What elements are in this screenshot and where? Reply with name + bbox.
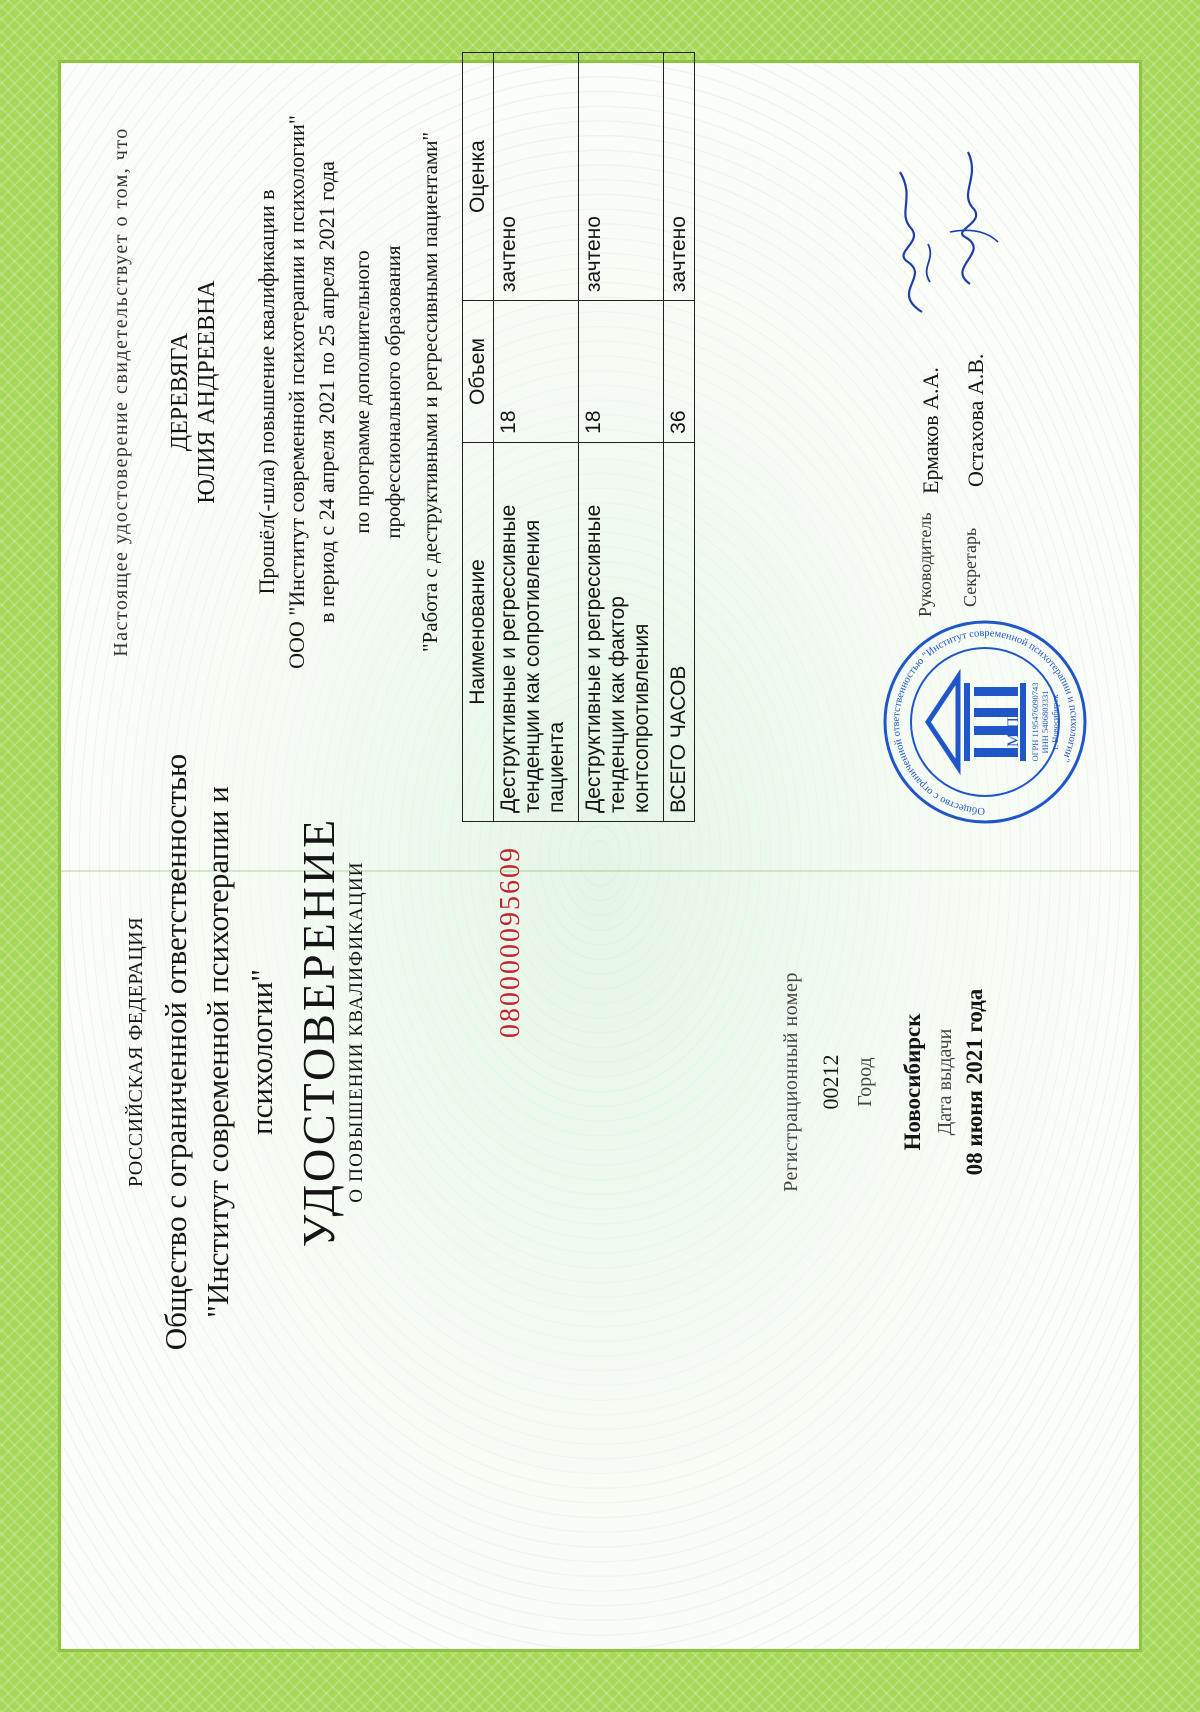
- official-stamp: [880, 617, 1090, 827]
- certificate-subtitle: О ПОВЫШЕНИИ КВАЛИФИКАЦИИ: [346, 861, 367, 1203]
- stamp-ogrn: ОГРН 1195476090743: [1030, 682, 1040, 762]
- grades-table: [462, 52, 695, 822]
- certificate-title: УДОСТОВЕРЕНИЕ: [293, 816, 344, 1248]
- column-header-grade: Оценка: [463, 53, 494, 301]
- city-value: Новосибирск: [900, 1013, 925, 1151]
- signatory-role-secretary: Секретарь: [960, 527, 980, 607]
- issue-date: 08 июня 2021 года: [962, 988, 987, 1176]
- stamp-ring-text: Общество с ограниченной ответственностью "Институт современной психотерапии и психологии": [890, 627, 1080, 817]
- cell-course-name: Деструктивные и регрессивные тенденции как фактор контсопротивления: [579, 442, 664, 821]
- table-row-total: [664, 53, 695, 822]
- paragraph-line: по программе дополнительного: [350, 250, 374, 534]
- organization-line-2: "Институт современной психотерапии и: [200, 786, 235, 1318]
- signatory-name-secretary: Остахова А.В.: [963, 353, 988, 487]
- paragraph-line: профессионального образования: [381, 245, 405, 539]
- cell-volume: 18: [579, 301, 664, 443]
- organization-line-1: Общество с ограниченной ответственностью: [158, 753, 193, 1351]
- city-label: Город: [854, 1057, 876, 1107]
- cell-grade: зачтено: [579, 53, 664, 301]
- table-header-row: [463, 53, 494, 822]
- organization-line-3: психологии": [244, 969, 279, 1135]
- cell-total-volume: 36: [664, 301, 695, 443]
- signature-secretary: [930, 142, 1010, 292]
- cell-grade: зачтено: [494, 53, 579, 301]
- stamp-place-label: М.П.: [1005, 713, 1022, 747]
- table-row: [579, 53, 664, 822]
- signatory-name-head: Ермаков А.А.: [918, 367, 943, 494]
- cell-total-grade: зачтено: [664, 53, 695, 301]
- column-header-name: Наименование: [463, 442, 494, 821]
- column-header-volume: Объем: [463, 301, 494, 443]
- stamp-city: г. Новосибирск: [1050, 694, 1060, 750]
- program-title: "Работа с деструктивными и регрессивными пациентами": [418, 131, 442, 653]
- signatory-role-head: Руководитель: [915, 512, 935, 617]
- intro-text: Настоящее удостоверение свидетельствует о том, что: [110, 127, 132, 657]
- table-row: [494, 53, 579, 822]
- registration-label: Регистрационный номер: [780, 972, 802, 1192]
- stamp-inn: ИНН 5406803331: [1040, 690, 1050, 754]
- holder-given-names: ЮЛИЯ АНДРЕЕВНА: [194, 280, 220, 504]
- country-name: РОССИЙСКАЯ ФЕДЕРАЦИЯ: [125, 916, 147, 1188]
- cell-total-label: ВСЕГО ЧАСОВ: [664, 442, 695, 821]
- paragraph-line: в период с 24 апреля 2021 по 25 апреля 2021 года: [314, 161, 339, 623]
- issue-date-label: Дата выдачи: [934, 1028, 956, 1136]
- cell-course-name: Деструктивные и регрессивные тенденции как сопротивления пациента: [494, 442, 579, 821]
- paragraph-line: ООО "Институт современной психотерапии и психологии": [284, 115, 309, 669]
- serial-number: 080000095609: [495, 846, 526, 1038]
- holder-surname: ДЕРЕВЯГА: [167, 332, 193, 452]
- registration-number: 00212: [818, 1054, 843, 1110]
- paragraph-line: Прошёл(-шла) повышение квалификации в: [254, 189, 279, 595]
- cell-volume: 18: [494, 301, 579, 443]
